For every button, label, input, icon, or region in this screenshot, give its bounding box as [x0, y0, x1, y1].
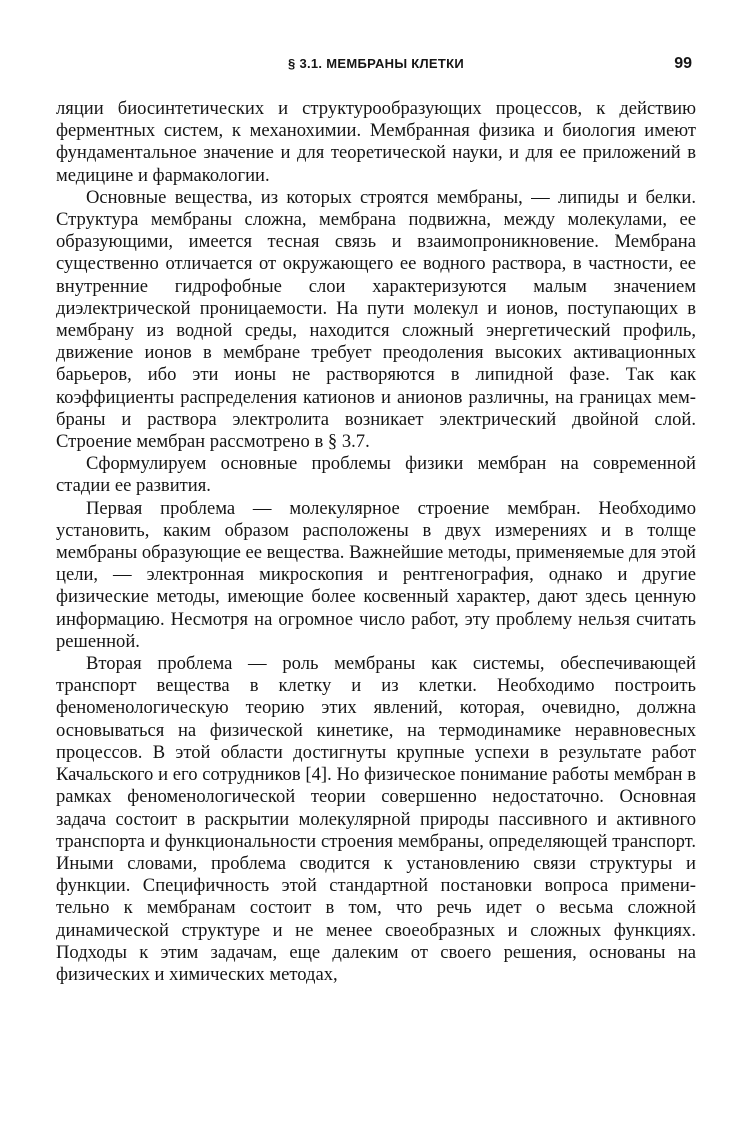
page-number: 99: [674, 55, 692, 72]
paragraph: ляции биосинтетических и структурообразующих процессов, к действию ферментных систем, к механохимии. Мембранная физика и биология имеют фундаментальное значение и для теоретической науки, и для ее приложений в медицине и фармакологии.: [56, 98, 696, 186]
paragraph: Сформулируем основные проблемы физики мембран на современной стадии ее развития.: [56, 453, 696, 497]
book-page: [56, 0, 696, 1134]
section-title: § 3.1. МЕМБРАНЫ КЛЕТКИ: [288, 56, 464, 71]
paragraph: Вторая проблема — роль мембраны как системы, обеспечивающей транспорт вещества в клетку и из клетки. Необходимо построить феноменологическую теорию этих явлений, которая, очевидно, должна основываться на физической кинетике, на термодинамике неравновесных процессов. В этой области достигнуты крупные успехи в результате работ Качальского и его сотрудников [4]. Но физическое понимание работы мембран в рамках феноменологической теории совершенно недостаточно. Основная задача состоит в раскрытии молекулярной природы пассивного и активного транспорта и функциональности строения мембраны, определяющей транспорт. Иными словами, проблема сводится к установлению связи структуры и функции. Специфичность этой стандартной постановки вопроса применительно к мембранам состоит в том, что речь идет о весьма сложной динамической структуре и не менее своеобразных и сложных функциях. Подходы к этим задачам, еще далеким от своего решения, основаны на физических и химических методах,: [56, 653, 696, 985]
body-text: [56, 98, 696, 986]
running-head: [56, 56, 696, 78]
paragraph: Основные вещества, из которых строятся мембраны, — липиды и белки. Структура мембраны сложна, мембрана подвижна, между молекулами, ее образующими, имеется тесная связь и взаимопроникновение. Мембрана существенно отличается от окружающего ее водного раствора, в частности, ее внутренние гидрофобные слои характеризуются малым значением диэлектрической проницаемости. На пути молекул и ионов, поступающих в мембрану из водной среды, находится сложный энергетический профиль, движение ионов в мембране требует преодоления высоких активационных барьеров, ибо эти ионы не растворяются в липидной фазе. Так как коэффициенты распределения катионов и анионов различны, на границах мембраны и раствора электролита возникает электрический двойной слой. Строение мембран рассмотрено в § 3.7.: [56, 186, 696, 453]
paragraph: Первая проблема — молекулярное строение мембран. Необходимо установить, каким образом расположены в двух измерениях и в толще мембраны образующие ее вещества. Важнейшие методы, применяемые для этой цели, — электронная микроскопия и рентгенография, однако и другие физические методы, имеющие более косвенный характер, дают здесь ценную информацию. Несмотря на огромное число работ, эту проблему нельзя считать решенной.: [56, 497, 696, 652]
